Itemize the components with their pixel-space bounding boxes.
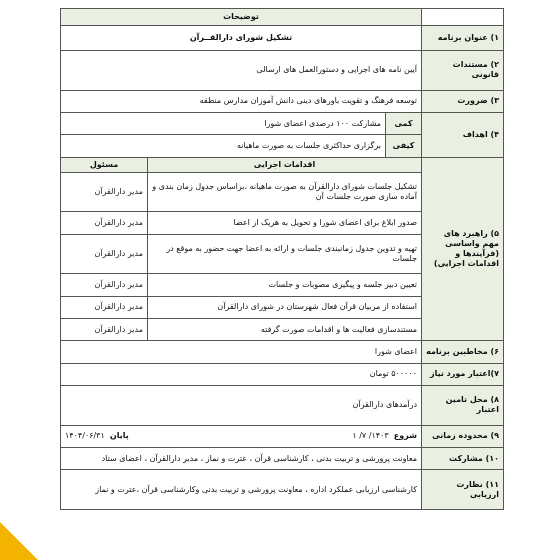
responsible-text: مدیر دارالقرآن xyxy=(61,212,148,234)
budget-row xyxy=(61,363,504,385)
participation-row xyxy=(61,447,504,469)
legal-value: آیین نامه های اجرایی و دستورالعمل های ارسالی xyxy=(61,51,422,91)
action-text: استفاده از مربیان قرآن فعال شهرستان در شورای دارالقرآن xyxy=(148,296,422,318)
participation-value: معاونت پرورشی و تربیت بدنی ، کارشناسی قرآن ، عترت و نماز ، مدیر دارالقرآن ، اعضای ستاد xyxy=(61,447,422,469)
action-text: مستندسازی فعالیت ها و اقدامات صورت گرفته xyxy=(148,318,422,340)
legal-row xyxy=(61,51,504,91)
description-header: توضیحات xyxy=(61,9,422,26)
responsible-text: مدیر دارالقرآن xyxy=(61,234,148,274)
end-date: ۱۴۰۴/۰۶/۳۱ xyxy=(65,431,105,441)
timeframe-values xyxy=(65,431,417,441)
action-text: تعیین دبیر جلسه و پیگیری مصوبات و جلسات xyxy=(148,274,422,296)
audience-value: اعضای شورا xyxy=(61,341,422,363)
funding-label: ۸) محل تامین اعتبار xyxy=(422,385,504,425)
start-date: ۱۴۰۳/ ۷/ ۱ xyxy=(352,431,389,441)
evaluation-label: ۱۱) نظارت ارزیابی xyxy=(422,470,504,510)
evaluation-row xyxy=(61,470,504,510)
program-name-value: تشکیل شورای دارالقــرآن xyxy=(61,26,422,51)
goals-qualitative-label: کیفی xyxy=(386,135,422,157)
goals-quantitative-label: کمی xyxy=(386,112,422,134)
responsible-header: مسئول xyxy=(61,157,148,172)
program-name-label: ۱) عنوان برنامه xyxy=(422,26,504,51)
timeframe-label: ۹) محدوده زمانی xyxy=(422,425,504,447)
legal-label: ۲) مستندات قانونی xyxy=(422,51,504,91)
budget-value: ۵۰۰۰۰۰ تومان xyxy=(61,363,422,385)
header-row xyxy=(61,9,504,26)
strategies-header-row xyxy=(61,157,504,172)
participation-label: ۱۰) مشارکت xyxy=(422,447,504,469)
actions-header: اقدامات اجرایی xyxy=(148,157,422,172)
timeframe-row xyxy=(61,425,504,447)
program-document xyxy=(60,8,503,510)
program-name-row xyxy=(61,26,504,51)
responsible-text: مدیر دارالقرآن xyxy=(61,172,148,212)
necessity-value: توسعه فرهنگ و تقویت باورهای دینی دانش آموزان مدارس منطقه xyxy=(61,90,422,112)
responsible-text: مدیر دارالقرآن xyxy=(61,274,148,296)
responsible-text: مدیر دارالقرآن xyxy=(61,296,148,318)
funding-row xyxy=(61,385,504,425)
start-label: شروع xyxy=(393,431,418,441)
corner-accent-shape xyxy=(0,522,38,560)
goals-quantitative-row xyxy=(61,112,504,134)
strategies-label: ۵) راهبرد های مهم واساسی (فرآیندها و اقدامات اجرایی) xyxy=(422,157,504,341)
budget-label: ۷)اعتبار مورد نیاز xyxy=(422,363,504,385)
funding-value: درآمدهای دارالقرآن xyxy=(61,385,422,425)
responsible-text: مدیر دارالقرآن xyxy=(61,318,148,340)
goals-quantitative-value: مشارکت ۱۰۰ درصدی اعضای شورا xyxy=(61,112,386,134)
goals-qualitative-value: برگزاری حداکثری جلسات به صورت ماهیانه xyxy=(61,135,386,157)
goals-label: ۴) اهداف xyxy=(422,112,504,157)
action-text: تهیه و تدوین جدول زمانبندی جلسات و ارائه به اعضا جهت حضور به موقع در جلسات xyxy=(148,234,422,274)
action-text: تشکیل جلسات شورای دارالقرآن به صورت ماهیانه ،براساس جدول زمان بندی و آماده سازی صورت جلسات آن xyxy=(148,172,422,212)
audience-row xyxy=(61,341,504,363)
necessity-row xyxy=(61,90,504,112)
program-table xyxy=(60,8,504,510)
evaluation-value: کارشناسی ارزیابی عملکرد اداره ، معاونت پرورشی و تربیت بدنی وکارشناسی قرآن ،عترت و نماز xyxy=(61,470,422,510)
action-text: صدور ابلاغ برای اعضای شورا و تحویل به هریک از اعضا xyxy=(148,212,422,234)
audience-label: ۶) مخاطبین برنامه xyxy=(422,341,504,363)
necessity-label: ۳) ضرورت xyxy=(422,90,504,112)
end-label: پایان xyxy=(109,431,129,441)
